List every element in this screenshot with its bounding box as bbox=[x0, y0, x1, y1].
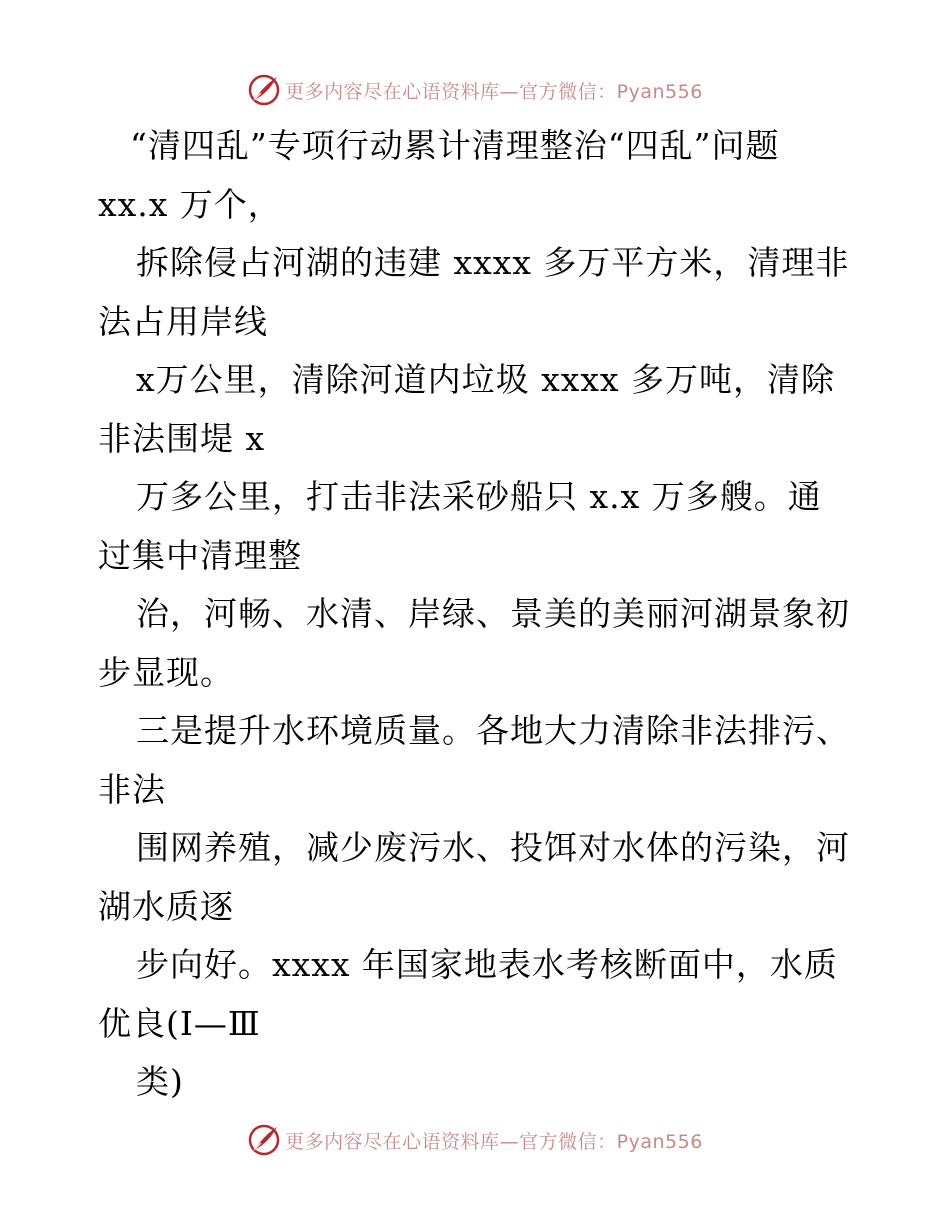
text-line: 优良(Ⅰ—Ⅲ bbox=[98, 1003, 261, 1043]
text-line: 非法 bbox=[98, 769, 166, 809]
text-line: “清四乱”专项行动累计清理整治“四乱”问题 bbox=[130, 126, 780, 165]
feather-pen-logo-icon bbox=[247, 73, 281, 107]
text-line: 围网养殖，减少废污水、投饵对水体的污染，河 bbox=[136, 828, 850, 867]
text-line: 三是提升水环境质量。各地大力清除非法排污、 bbox=[136, 711, 850, 750]
feather-pen-logo-icon bbox=[247, 1123, 281, 1157]
text-line: 治，河畅、水清、岸绿、景美的美丽河湖景象初 bbox=[136, 594, 850, 633]
text-line: 过集中清理整 bbox=[98, 535, 302, 575]
text-line: 法占用岸线 bbox=[98, 301, 268, 341]
text-line: 拆除侵占河湖的违建 xxxx 多万平方米，清理非 bbox=[136, 243, 850, 282]
header-banner-text: 更多内容尽在心语资料库—官方微信：Pyan556 bbox=[285, 80, 703, 103]
text-line: x万公里，清除河道内垃圾 xxxx 多万吨，清除 bbox=[136, 360, 836, 399]
text-line: 步向好。xxxx 年国家地表水考核断面中，水质 bbox=[136, 945, 838, 984]
document-body bbox=[98, 117, 868, 1112]
text-line: 非法围堤 x bbox=[98, 418, 266, 458]
footer-banner-text: 更多内容尽在心语资料库—官方微信：Pyan556 bbox=[285, 1130, 703, 1153]
text-line: 步显现。 bbox=[98, 652, 234, 692]
header-banner bbox=[0, 70, 950, 110]
text-line: xx.x 万个， bbox=[98, 184, 282, 224]
text-line: 湖水质逐 bbox=[98, 886, 234, 926]
footer-banner bbox=[0, 1120, 950, 1160]
text-line: 类) bbox=[136, 1062, 184, 1101]
text-line: 万多公里，打击非法采砂船只 x.x 万多艘。通 bbox=[136, 477, 822, 516]
